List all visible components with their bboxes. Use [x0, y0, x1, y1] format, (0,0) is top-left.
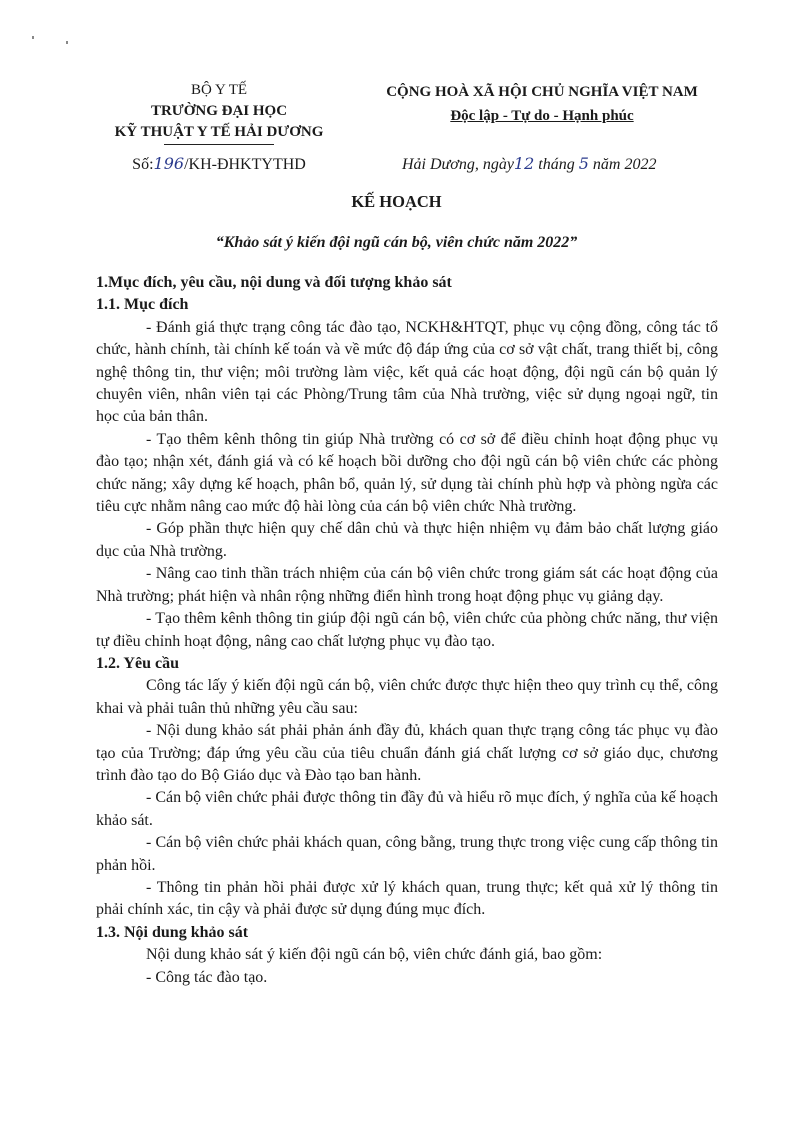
subsection-heading-purpose: 1.1. Mục đích	[96, 296, 189, 314]
doc-number-handwritten: 196	[153, 154, 185, 173]
date-month-label: tháng	[538, 156, 575, 173]
ministry-name: BỘ Y TẾ	[190, 82, 248, 98]
paragraph: - Cán bộ viên chức phải khách quan, công bằng, trung thực trong việc cung cấp thông tin phản hồi.	[96, 834, 718, 874]
scan-speck	[66, 41, 68, 44]
national-motto: Độc lập - Tự do - Hạnh phúc	[450, 108, 634, 124]
paragraph: - Nâng cao tinh thần trách nhiệm của cán bộ viên chức trong giám sát các hoạt động của Nhà trường; phát hiện và nhân rộng những điển hình trong hoạt động phục vụ giảng dạy.	[96, 565, 718, 605]
nation-name: CỘNG HOÀ XÃ HỘI CHỦ NGHĨA VIỆT NAM	[386, 84, 698, 100]
school-name-line2: KỸ THUẬT Y TẾ HẢI DƯƠNG	[114, 124, 324, 140]
paragraph: - Nội dung khảo sát phải phản ánh đầy đủ, khách quan thực trạng công tác phục vụ đào tạo của Trường; đáp ứng yêu cầu của tiêu chuẩn đánh giá chất lượng cơ sở giáo dục, chương trình đào tạo do Bộ Giáo dục và Đào tạo ban hành.	[96, 722, 718, 784]
paragraph: - Góp phần thực hiện quy chế dân chủ và thực hiện nhiệm vụ đảm bảo chất lượng giáo dục của Nhà trường.	[96, 520, 718, 560]
section-heading: 1.Mục đích, yêu cầu, nội dung và đối tượng khảo sát	[96, 274, 452, 291]
place-date	[402, 154, 656, 174]
doc-number-suffix: /KH-ĐHKTYTHD	[184, 156, 306, 173]
paragraph: - Tạo thêm kênh thông tin giúp đội ngũ cán bộ, viên chức của phòng chức năng, thư viện tự điều chỉnh hoạt động, nâng cao chất lượng phục vụ đào tạo.	[96, 610, 718, 650]
paragraph: - Cán bộ viên chức phải được thông tin đầy đủ và hiểu rõ mục đích, ý nghĩa của kế hoạch khảo sát.	[96, 789, 718, 829]
doc-number-prefix: Số:	[132, 156, 154, 173]
date-place: Hải Dương, ngày	[402, 156, 514, 173]
date-year: năm 2022	[592, 156, 657, 173]
subsection-heading-requirements: 1.2. Yêu cầu	[96, 654, 179, 672]
document-body	[96, 272, 718, 989]
scan-speck	[32, 36, 34, 39]
paragraph: Công tác lấy ý kiến đội ngũ cán bộ, viên chức được thực hiện theo quy trình cụ thể, công khai và phải tuân thủ những yêu cầu sau:	[96, 677, 718, 717]
document-subtitle: “Khảo sát ý kiến đội ngũ cán bộ, viên chức năm 2022”	[215, 234, 578, 251]
national-heading	[356, 80, 728, 128]
paragraph: - Đánh giá thực trạng công tác đào tạo, NCKH&HTQT, phục vụ cộng đồng, công tác tổ chức, hành chính, tài chính kế toán và về mức độ đáp ứng của cơ sở vật chất, trang thiết bị, công nghệ thông tin, thư viện; môi trường làm việc, kết quả các hoạt động, đội ngũ cán bộ quản lý chuyên viên, nhân viên tại các Phòng/Trung tâm của Nhà trường, việc sử dụng ngoại ngữ, tin học của bản thân.	[96, 318, 718, 426]
date-day-handwritten: 12	[513, 154, 535, 173]
paragraph: - Tạo thêm kênh thông tin giúp Nhà trường có cơ sở để điều chỉnh hoạt động phục vụ đào tạo; nhận xét, đánh giá và có kế hoạch bồi dưỡng cho đội ngũ cán bộ viên chức các phòng chức năng; xây dựng kế hoạch, phân bổ, quản lý, sử dụng tài chính phù hợp và phòng ngừa các tiêu cực nhằm nâng cao mức độ hài lòng của cán bộ viên chức Nhà trường.	[96, 430, 718, 516]
issuer-block	[88, 80, 350, 175]
paragraph: Nội dung khảo sát ý kiến đội ngũ cán bộ, viên chức đánh giá, bao gồm:	[146, 946, 603, 964]
paragraph: - Thông tin phản hồi phải được xử lý khách quan, trung thực; kết quả xử lý thông tin phải chính xác, tin cậy và phải được sử dụng đúng mục đích.	[96, 878, 718, 919]
header-divider	[164, 144, 274, 145]
school-name-line1: TRƯỜNG ĐẠI HỌC	[150, 103, 288, 119]
subsection-heading-content: 1.3. Nội dung khảo sát	[96, 923, 249, 941]
paragraph: - Công tác đào tạo.	[146, 968, 268, 986]
document-title: KẾ HOẠCH	[351, 192, 442, 211]
date-month-handwritten: 5	[578, 154, 589, 173]
document-number	[88, 153, 350, 175]
